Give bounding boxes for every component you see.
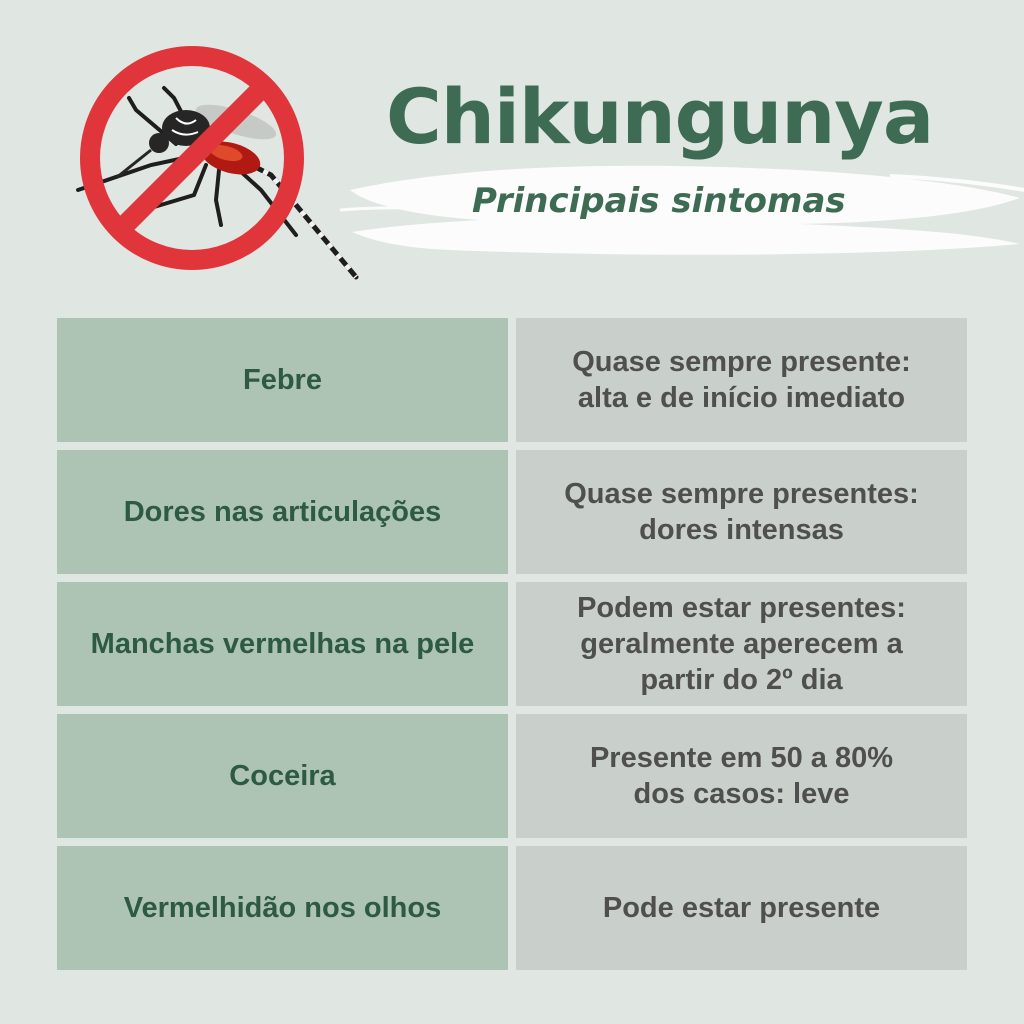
description-text: Pode estar presente <box>602 892 881 924</box>
symptom-cell: Febre <box>57 318 508 442</box>
description-text: Presente em 50 a 80% dos casos: leve <box>589 742 894 810</box>
table-row <box>57 582 967 706</box>
table-row <box>57 318 967 442</box>
description-cell <box>516 450 967 574</box>
symptom-cell: Dores nas articulações <box>57 450 508 574</box>
symptom-cell: Manchas vermelhas na pele <box>57 582 508 706</box>
description-cell <box>516 582 967 706</box>
description-cell <box>516 714 967 838</box>
table-row <box>57 450 967 574</box>
description-text: Quase sempre presentes: dores intensas <box>564 478 919 546</box>
page-title: Chikungunya <box>386 72 934 161</box>
symptoms-table <box>57 318 967 970</box>
description-cell <box>516 318 967 442</box>
symptom-cell: Vermelhidão nos olhos <box>57 846 508 970</box>
table-row <box>57 846 967 970</box>
symptom-cell: Coceira <box>57 714 508 838</box>
page-subtitle: Principais sintomas <box>472 181 846 221</box>
description-cell <box>516 846 967 970</box>
description-text: Quase sempre presente: alta e de início imediato <box>572 346 911 414</box>
table-row <box>57 714 967 838</box>
no-mosquito-icon <box>56 40 366 290</box>
description-text: Podem estar presentes: geralmente aperecem a partir do 2º dia <box>577 592 906 696</box>
